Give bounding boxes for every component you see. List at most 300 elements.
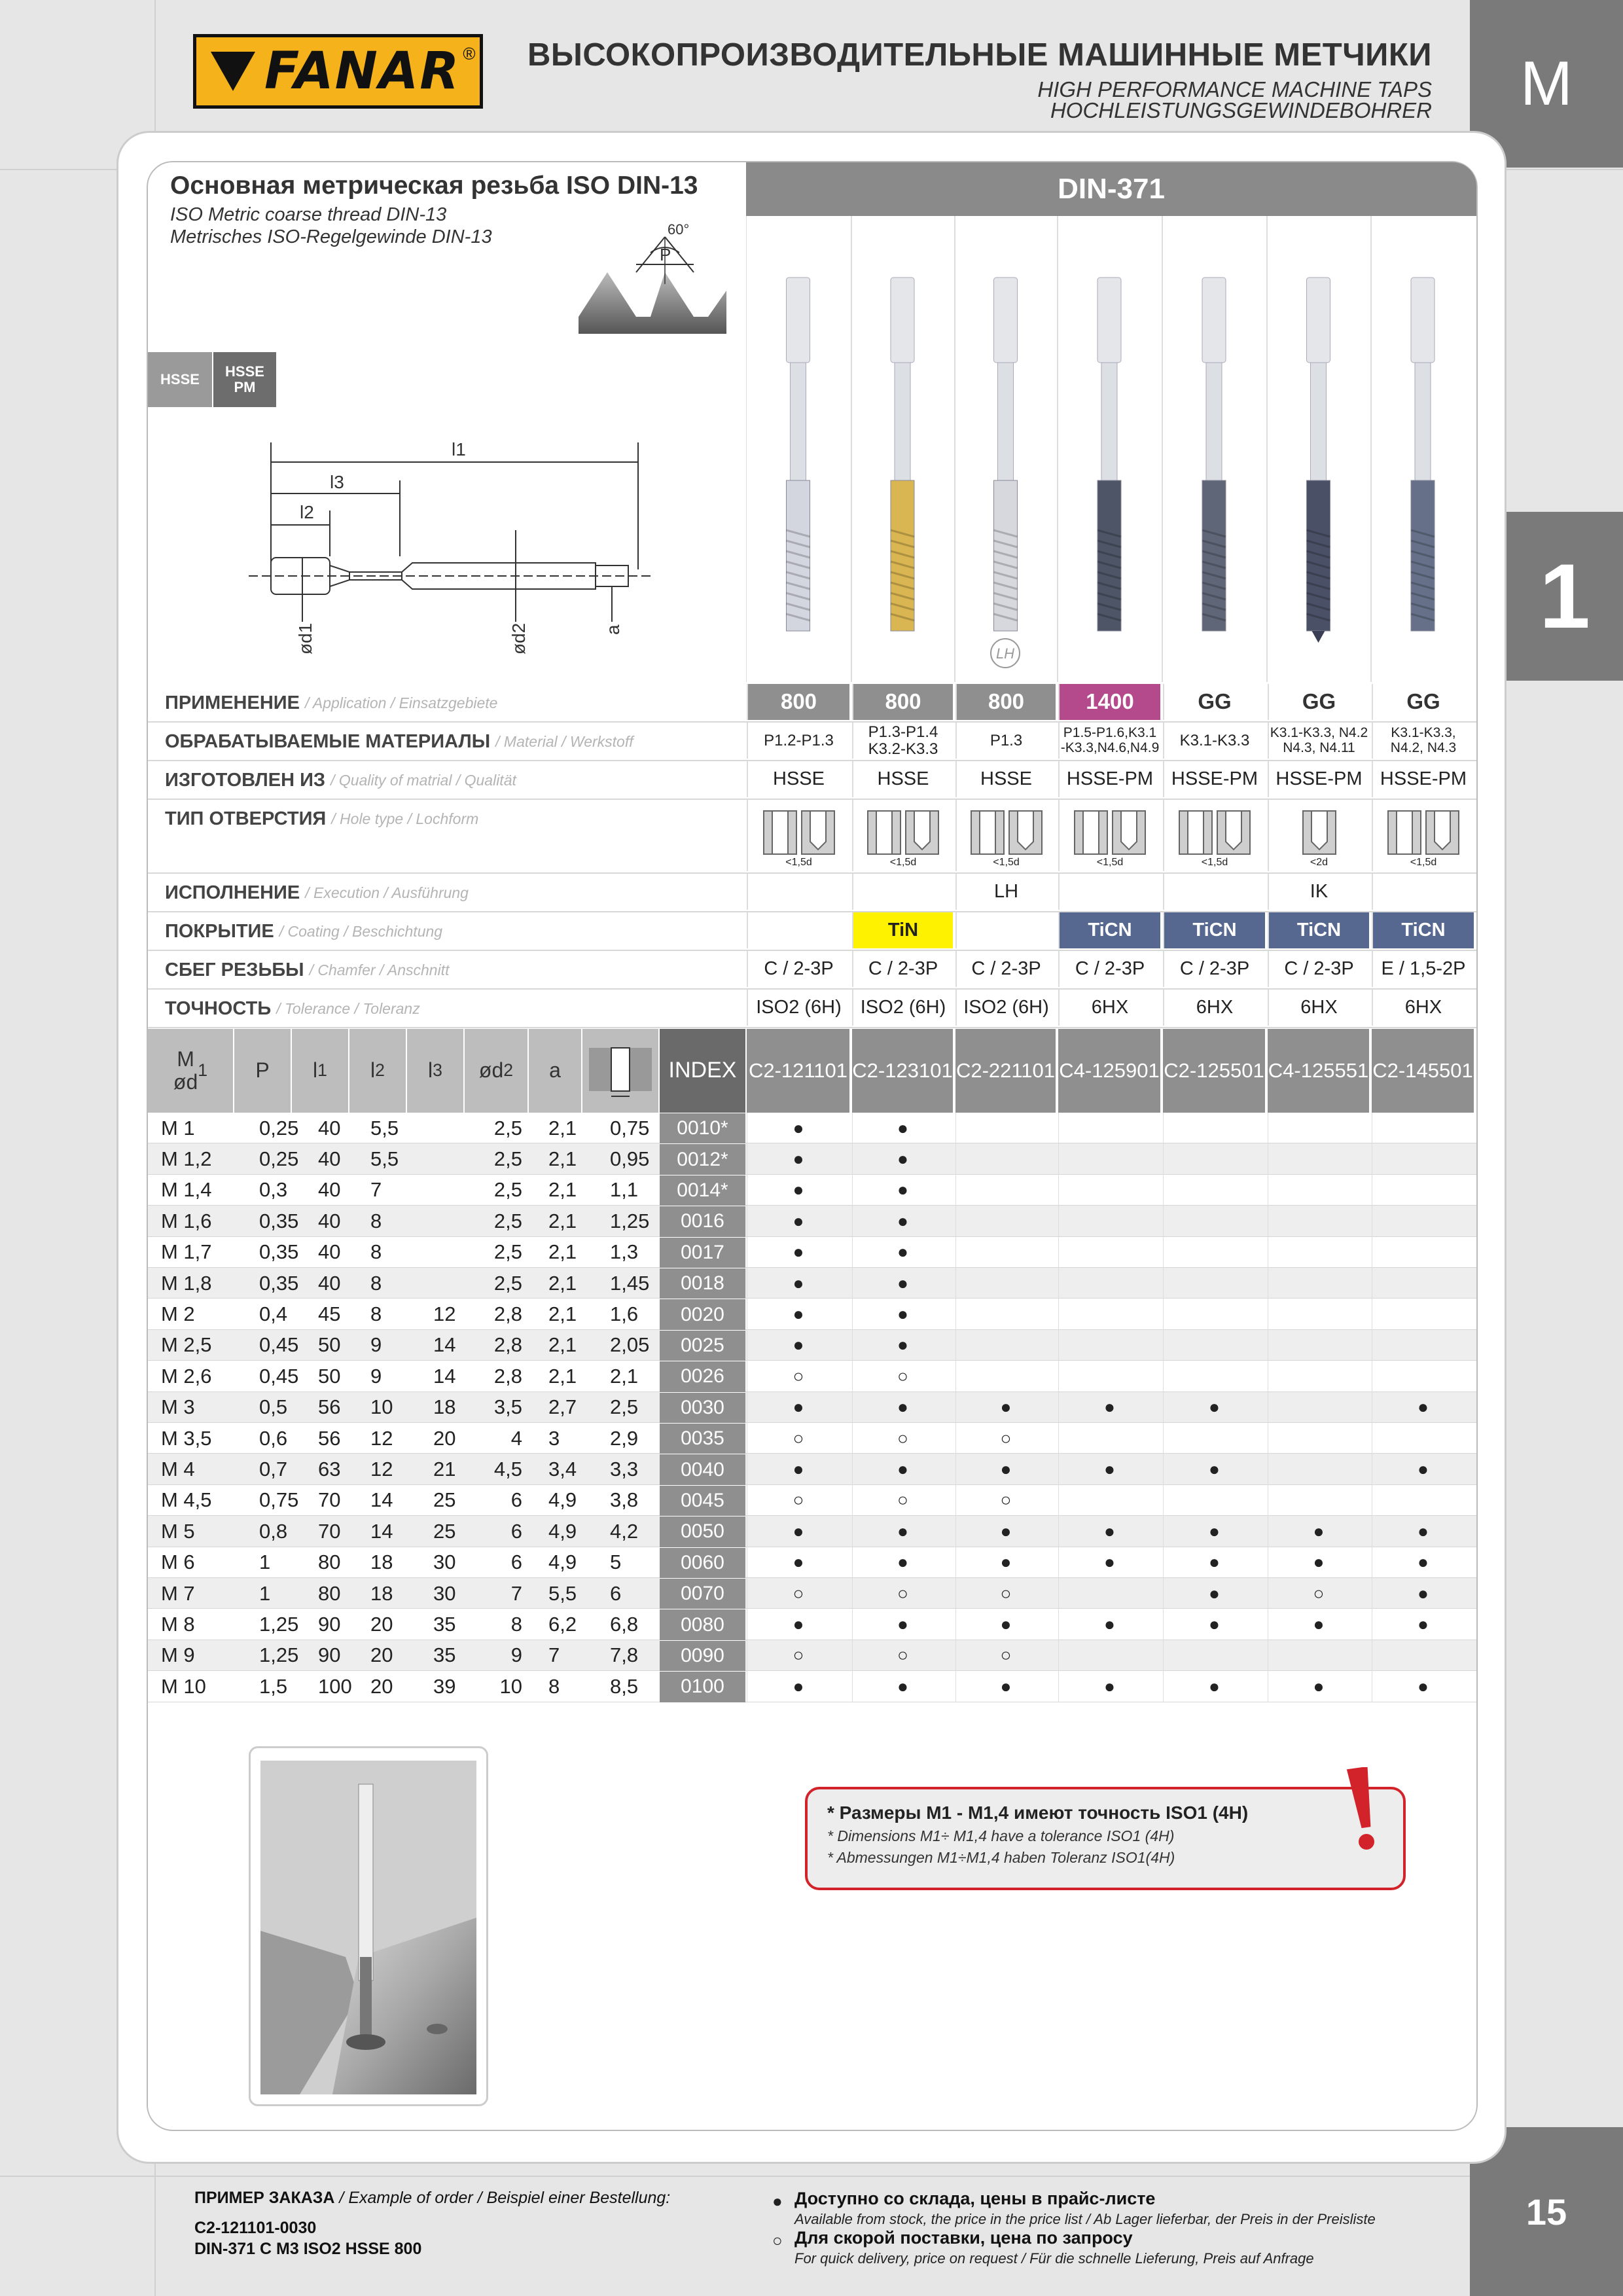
- empty-cell: [1268, 1485, 1369, 1516]
- material-badge-label: HSSE: [225, 363, 264, 380]
- empty-cell: [1372, 1113, 1474, 1143]
- empty-cell: [1163, 1361, 1265, 1391]
- in-stock-dot-icon: ●: [1268, 1609, 1369, 1640]
- table-row: [148, 1640, 1476, 1671]
- cell-thread-size: M 2,5: [161, 1333, 212, 1357]
- spec-label-tr: / Tolerance / Toleranz: [276, 999, 420, 1017]
- tap-photo: [1202, 278, 1226, 631]
- cell-pitch: 1,25: [259, 1613, 299, 1636]
- cell-pitch: 0,5: [259, 1395, 288, 1419]
- in-stock-dot-icon: ●: [747, 1268, 849, 1299]
- cell-l1: 40: [318, 1271, 341, 1295]
- order-example-heading-tr: / Example of order / Beispiel einer Bestellung:: [334, 2189, 671, 2207]
- cell-index: 0026: [660, 1361, 745, 1391]
- empty-cell: [1372, 1175, 1474, 1206]
- in-stock-dot-icon: ●: [1163, 1392, 1265, 1423]
- order-example-heading: [194, 2189, 670, 2208]
- empty-cell: [955, 1330, 1056, 1361]
- empty-cell: [1163, 1237, 1265, 1268]
- cell-l1: 100: [318, 1674, 352, 1698]
- on-request-dot-icon: ○: [955, 1423, 1056, 1454]
- in-stock-dot-icon: ●: [955, 1392, 1056, 1423]
- empty-cell: [1268, 1392, 1369, 1423]
- cell-pitch: 0,45: [259, 1364, 299, 1388]
- cell-l2: 9: [370, 1333, 382, 1357]
- spec-label-tr: / Application / Einsatzgebiete: [304, 694, 498, 711]
- empty-cell: [955, 1113, 1056, 1143]
- on-request-dot-icon: ○: [852, 1640, 953, 1671]
- cell-l2: 5,5: [370, 1147, 399, 1171]
- empty-cell: [1058, 1206, 1160, 1236]
- blind-hole-icon: [1217, 810, 1251, 855]
- empty-cell: [1268, 1143, 1369, 1174]
- in-stock-dot-icon: ●: [852, 1206, 953, 1236]
- spec-label: [165, 684, 497, 722]
- spec-value: ISO2 (6H): [852, 990, 953, 1026]
- cell-index: 0014*: [660, 1175, 745, 1206]
- empty-cell: [1163, 1299, 1265, 1329]
- spec-value: [1268, 800, 1369, 871]
- empty-cell: [1372, 1330, 1474, 1361]
- material-badge-label: HSSE: [160, 370, 200, 387]
- order-example-spec: DIN-371 C M3 ISO2 HSSE 800: [194, 2240, 422, 2258]
- cell-l1: 56: [318, 1395, 341, 1419]
- on-request-dot-icon: ○: [852, 1423, 953, 1454]
- cell-a: 2,1: [548, 1178, 577, 1202]
- spec-label: [165, 951, 449, 989]
- cell-pitch: 0,3: [259, 1178, 288, 1202]
- table-row: [148, 1206, 1476, 1236]
- on-request-dot-icon: ○: [747, 1361, 849, 1391]
- empty-cell: [1372, 1206, 1474, 1236]
- spec-value: C / 2-3P: [1163, 951, 1265, 987]
- tap-dimension-drawing: [249, 425, 668, 661]
- cell-l2: 5,5: [370, 1116, 399, 1139]
- hole-depth-label: <2d: [1310, 857, 1329, 869]
- cell-l2: 20: [370, 1643, 393, 1667]
- cell-d2: 10: [499, 1674, 522, 1698]
- through-hole-icon: [867, 810, 901, 855]
- table-row: [148, 1268, 1476, 1299]
- in-stock-dot-icon: ●: [852, 1547, 953, 1578]
- th-drill-icon: [582, 1029, 658, 1113]
- cell-pitch: 0,4: [259, 1302, 288, 1326]
- hole-type-icon: [1387, 810, 1459, 855]
- empty-cell: [1163, 1640, 1265, 1671]
- empty-cell: [1268, 1454, 1369, 1484]
- cell-d2: 6: [510, 1519, 522, 1543]
- cell-pitch: 0,35: [259, 1209, 299, 1232]
- spec-value: GG: [1163, 684, 1265, 720]
- cell-l2: 18: [370, 1551, 393, 1574]
- table-row: [148, 1143, 1476, 1174]
- table-row: [148, 1113, 1476, 1143]
- cell-l2: 18: [370, 1581, 393, 1605]
- empty-cell: [1372, 1237, 1474, 1268]
- page-number: 15: [1470, 2127, 1623, 2296]
- in-stock-dot-icon: ●: [955, 1609, 1056, 1640]
- spec-value: 6HX: [1163, 990, 1265, 1026]
- cell-l1: 80: [318, 1581, 341, 1605]
- spec-value: [955, 912, 1056, 948]
- cell-drill-size: 2,9: [610, 1426, 639, 1450]
- cell-drill-size: 2,1: [610, 1364, 639, 1388]
- spec-value: GG: [1372, 684, 1474, 720]
- exclamation-icon: [1346, 1767, 1385, 1852]
- thread-title-de: Metrisches ISO-Regelgewinde DIN-13: [170, 226, 492, 247]
- cell-a: 7: [548, 1643, 560, 1667]
- in-stock-dot-icon: ●: [852, 1175, 953, 1206]
- section-tab[interactable]: M: [1470, 0, 1623, 168]
- th-m: M ød 1: [148, 1029, 233, 1113]
- spec-value: 800: [747, 684, 849, 720]
- cell-drill-size: 1,1: [610, 1178, 639, 1202]
- th-l3: l 3: [407, 1029, 463, 1113]
- cell-drill-size: 2,5: [610, 1395, 639, 1419]
- cell-thread-size: M 1,2: [161, 1147, 212, 1171]
- order-example-heading-ru: ПРИМЕР ЗАКАЗА: [194, 2189, 335, 2207]
- in-stock-dot-icon: ●: [1058, 1671, 1160, 1702]
- empty-cell: [1058, 1330, 1160, 1361]
- material-badge-label: PM: [234, 379, 256, 395]
- table-row: [148, 1361, 1476, 1391]
- in-stock-dot-icon: ●: [1163, 1671, 1265, 1702]
- empty-cell: [1372, 1423, 1474, 1454]
- in-stock-dot-icon: ●: [852, 1237, 953, 1268]
- empty-cell: [1058, 1143, 1160, 1174]
- cell-l2: 8: [370, 1209, 382, 1232]
- spec-label: [165, 761, 516, 799]
- table-row: [148, 1609, 1476, 1640]
- cell-pitch: 0,8: [259, 1519, 288, 1543]
- in-stock-dot-icon: ●: [747, 1206, 849, 1236]
- cell-d2: 4: [510, 1426, 522, 1450]
- cell-l3: 25: [433, 1519, 456, 1543]
- cell-index: 0035: [660, 1423, 745, 1454]
- in-stock-dot-icon: ●: [1163, 1578, 1265, 1609]
- chapter-tab[interactable]: 1: [1507, 512, 1623, 681]
- hole-type-icon: [971, 810, 1043, 855]
- cell-d2: 3,5: [493, 1395, 522, 1419]
- th-l2: l 2: [349, 1029, 406, 1113]
- in-stock-dot-icon: ●: [1372, 1392, 1474, 1423]
- cell-l2: 20: [370, 1613, 393, 1636]
- hole-depth-label: <1,5d: [889, 857, 917, 869]
- spec-label: [165, 800, 478, 838]
- in-stock-dot-icon: ●: [747, 1547, 849, 1578]
- on-request-dot-icon: ○: [747, 1423, 849, 1454]
- table-row: [148, 1578, 1476, 1609]
- spec-value: P1.5-P1.6,K3.1 -K3.3,N4.6,N4.9: [1058, 723, 1160, 759]
- empty-cell: [1058, 1175, 1160, 1206]
- in-stock-dot-icon: ●: [1163, 1547, 1265, 1578]
- cell-l1: 40: [318, 1240, 341, 1264]
- cell-drill-size: 1,3: [610, 1240, 639, 1264]
- cell-l2: 12: [370, 1458, 393, 1481]
- empty-cell: [1163, 1330, 1265, 1361]
- on-request-dot-icon: ○: [852, 1485, 953, 1516]
- empty-cell: [1268, 1268, 1369, 1299]
- legend-text-tr: For quick delivery, price on request / Für die schnelle Lieferung, Preis auf Anfrage: [794, 2250, 1314, 2267]
- cell-drill-size: 7,8: [610, 1643, 639, 1667]
- cell-pitch: 0,25: [259, 1147, 299, 1171]
- spec-value: 800: [955, 684, 1056, 720]
- hole-depth-label: <1,5d: [1410, 857, 1437, 869]
- spec-value: P1.2-P1.3: [747, 723, 849, 759]
- spec-label: [165, 874, 469, 912]
- empty-cell: [955, 1299, 1056, 1329]
- in-stock-dot-icon: ●: [747, 1143, 849, 1174]
- spec-value: [955, 800, 1056, 871]
- in-stock-dot-icon: ●: [852, 1268, 953, 1299]
- cell-thread-size: M 1,4: [161, 1178, 212, 1202]
- cell-thread-size: M 2: [161, 1302, 195, 1326]
- cell-pitch: 1: [259, 1581, 271, 1605]
- cell-d2: 2,5: [493, 1178, 522, 1202]
- spec-value: HSSE: [955, 761, 1056, 797]
- cell-drill-size: 1,25: [610, 1209, 650, 1232]
- in-stock-dot-icon: ●: [852, 1113, 953, 1143]
- cell-thread-size: M 9: [161, 1643, 195, 1667]
- cell-index: 0040: [660, 1454, 745, 1484]
- empty-cell: [955, 1361, 1056, 1391]
- empty-cell: [1058, 1640, 1160, 1671]
- spec-value: LH: [955, 874, 1056, 910]
- cell-index: 0060: [660, 1547, 745, 1578]
- spec-value: [852, 800, 953, 871]
- thread-title-ru: Основная метрическая резьба ISO DIN-13: [170, 171, 698, 200]
- cell-l3: 14: [433, 1364, 456, 1388]
- in-stock-dot-icon: ●: [747, 1454, 849, 1484]
- cell-index: 0025: [660, 1330, 745, 1361]
- table-header: [148, 1029, 1476, 1113]
- table-row: [148, 1423, 1476, 1454]
- th-index: INDEX: [660, 1029, 745, 1113]
- in-stock-dot-icon: ●: [747, 1516, 849, 1547]
- cell-l1: 40: [318, 1178, 341, 1202]
- empty-cell: [1372, 1361, 1474, 1391]
- in-stock-dot-icon: ●: [955, 1547, 1056, 1578]
- in-stock-dot-icon: ●: [955, 1671, 1056, 1702]
- in-stock-dot-icon: ●: [1163, 1454, 1265, 1484]
- spec-value: TiCN: [1268, 912, 1369, 948]
- th-product-code: C2-121101: [747, 1029, 849, 1113]
- cell-d2: 6: [510, 1551, 522, 1574]
- legend-text-ru: Доступно со склада, цены в прайс-листе: [794, 2189, 1156, 2208]
- cell-l1: 90: [318, 1643, 341, 1667]
- cell-d2: 6: [510, 1488, 522, 1512]
- cell-a: 4,9: [548, 1488, 577, 1512]
- table-row: [148, 1671, 1476, 1702]
- spec-value: [747, 800, 849, 871]
- cell-drill-size: 0,75: [610, 1116, 650, 1139]
- empty-cell: [1372, 1485, 1474, 1516]
- empty-cell: [1268, 1423, 1369, 1454]
- cell-a: 5,5: [548, 1581, 577, 1605]
- cell-l2: 14: [370, 1519, 393, 1543]
- cell-thread-size: M 1,8: [161, 1271, 212, 1295]
- cell-index: 0012*: [660, 1143, 745, 1174]
- spec-label-ru: ИЗГОТОВЛЕН ИЗ: [165, 769, 326, 791]
- spec-label-ru: СБЕГ РЕЗЬБЫ: [165, 959, 304, 980]
- in-stock-dot-icon: ●: [1058, 1392, 1160, 1423]
- blind-hole-icon: [1008, 810, 1043, 855]
- spec-value: ISO2 (6H): [955, 990, 1056, 1026]
- cell-thread-size: M 3,5: [161, 1426, 212, 1450]
- in-stock-dot-icon: ●: [852, 1392, 953, 1423]
- cell-thread-size: M 4,5: [161, 1488, 212, 1512]
- on-request-dot-icon: ○: [747, 1485, 849, 1516]
- spec-value: 1400: [1058, 684, 1160, 720]
- cell-pitch: 0,7: [259, 1458, 288, 1481]
- spec-value: ISO2 (6H): [747, 990, 849, 1026]
- spec-value: C / 2-3P: [747, 951, 849, 987]
- in-stock-dot-icon: ●: [747, 1330, 849, 1361]
- cell-drill-size: 1,6: [610, 1302, 639, 1326]
- dim-label-a: a: [603, 624, 623, 635]
- table-row: [148, 1330, 1476, 1361]
- spec-value: C / 2-3P: [955, 951, 1056, 987]
- cell-l1: 50: [318, 1364, 341, 1388]
- cell-index: 0080: [660, 1609, 745, 1640]
- in-stock-dot-icon: ●: [747, 1609, 849, 1640]
- cell-l1: 50: [318, 1333, 341, 1357]
- cell-l1: 56: [318, 1426, 341, 1450]
- cell-l3: 30: [433, 1551, 456, 1574]
- header-title-en: HIGH PERFORMANCE MACHINE TAPS: [1037, 77, 1432, 101]
- cell-a: 2,1: [548, 1364, 577, 1388]
- cell-l3: 20: [433, 1426, 456, 1450]
- in-stock-dot-icon: ●: [1372, 1578, 1474, 1609]
- cell-a: 2,1: [548, 1116, 577, 1139]
- logo-wordmark: FANAR: [264, 42, 461, 101]
- application-photo: [260, 1761, 476, 2094]
- in-stock-dot-icon: ●: [747, 1671, 849, 1702]
- empty-cell: [955, 1206, 1056, 1236]
- spec-value: P1.3-P1.4 K3.2-K3.3: [852, 723, 953, 759]
- cell-thread-size: M 6: [161, 1551, 195, 1574]
- in-stock-dot-icon: ●: [852, 1516, 953, 1547]
- cell-drill-size: 0,95: [610, 1147, 650, 1171]
- cell-l2: 9: [370, 1364, 382, 1388]
- empty-cell: [1163, 1485, 1265, 1516]
- empty-dot-icon: ○: [772, 2231, 783, 2250]
- spec-value: P1.3: [955, 723, 1056, 759]
- in-stock-dot-icon: ●: [1372, 1671, 1474, 1702]
- empty-cell: [1058, 1485, 1160, 1516]
- cell-a: 3,4: [548, 1458, 577, 1481]
- on-request-dot-icon: ○: [1268, 1578, 1369, 1609]
- th-d2: ød 2: [465, 1029, 527, 1113]
- cell-d2: 4,5: [493, 1458, 522, 1481]
- in-stock-dot-icon: ●: [747, 1299, 849, 1329]
- th-product-code: C2-123101: [852, 1029, 953, 1113]
- tolerance-note: [805, 1787, 1406, 1890]
- spec-value: 800: [852, 684, 953, 720]
- table-row: [148, 1485, 1476, 1516]
- cell-d2: 2,5: [493, 1209, 522, 1232]
- dim-label-l2: l2: [300, 502, 314, 522]
- hole-type-icon: [1074, 810, 1146, 855]
- cell-drill-size: 8,5: [610, 1674, 639, 1698]
- cell-a: 2,1: [548, 1240, 577, 1264]
- note-text-de: * Abmessungen M1÷M1,4 haben Toleranz ISO1(4H): [827, 1849, 1175, 1866]
- cell-l3: 30: [433, 1581, 456, 1605]
- table-row: [148, 1175, 1476, 1206]
- in-stock-dot-icon: ●: [1268, 1671, 1369, 1702]
- hole-type-icon: [1179, 810, 1251, 855]
- empty-cell: [1268, 1237, 1369, 1268]
- cell-d2: 2,5: [493, 1240, 522, 1264]
- cell-thread-size: M 4: [161, 1458, 195, 1481]
- spec-label-tr: / Hole type / Lochform: [331, 810, 479, 827]
- logo-v-mark: [211, 52, 255, 91]
- cell-a: 2,1: [548, 1271, 577, 1295]
- cell-a: 4,9: [548, 1551, 577, 1574]
- empty-cell: [1058, 1268, 1160, 1299]
- cell-l2: 7: [370, 1178, 382, 1202]
- spec-value: IK: [1268, 874, 1369, 910]
- logo-registered-mark: ®: [463, 44, 476, 63]
- empty-cell: [1372, 1143, 1474, 1174]
- spec-value: GG: [1268, 684, 1369, 720]
- guide-line: [0, 2176, 1623, 2177]
- table-row: [148, 1454, 1476, 1484]
- header-title-de: HOCHLEISTUNGSGEWINDEBOHRER: [1050, 98, 1432, 122]
- table-row: [148, 1237, 1476, 1268]
- tap-photos: [746, 216, 1476, 682]
- spec-value: K3.1-K3.3: [1163, 723, 1265, 759]
- cell-a: 2,1: [548, 1147, 577, 1171]
- cell-d2: 9: [510, 1643, 522, 1667]
- cell-l2: 20: [370, 1674, 393, 1698]
- spec-value: C / 2-3P: [1058, 951, 1160, 987]
- cell-thread-size: M 7: [161, 1581, 195, 1605]
- cell-drill-size: 4,2: [610, 1519, 639, 1543]
- blind-hole-icon: [905, 810, 939, 855]
- in-stock-dot-icon: ●: [1372, 1547, 1474, 1578]
- blind-hole-icon: [1112, 810, 1146, 855]
- in-stock-dot-icon: ●: [852, 1143, 953, 1174]
- cell-index: 0030: [660, 1392, 745, 1423]
- hole-depth-label: <1,5d: [1096, 857, 1124, 869]
- cell-l3: 21: [433, 1458, 456, 1481]
- cell-l2: 14: [370, 1488, 393, 1512]
- dim-label-d1: ød1: [295, 622, 315, 655]
- in-stock-dot-icon: ●: [1058, 1454, 1160, 1484]
- empty-cell: [1163, 1206, 1265, 1236]
- th-l1: l 1: [292, 1029, 348, 1113]
- spec-value: C / 2-3P: [852, 951, 953, 987]
- spec-label: [165, 990, 420, 1028]
- in-stock-dot-icon: ●: [852, 1454, 953, 1484]
- cell-drill-size: 2,05: [610, 1333, 650, 1357]
- th-product-code: C4-125551: [1268, 1029, 1369, 1113]
- cell-l1: 80: [318, 1551, 341, 1574]
- cell-l3: 18: [433, 1395, 456, 1419]
- legend-text-tr: Available from stock, the price in the price list / Ab Lager lieferbar, der Preis in der Preisliste: [794, 2211, 1376, 2227]
- on-request-dot-icon: ○: [852, 1578, 953, 1609]
- hole-depth-label: <1,5d: [785, 857, 812, 869]
- empty-cell: [1268, 1175, 1369, 1206]
- cell-pitch: 0,35: [259, 1271, 299, 1295]
- lh-mark-label: LH: [995, 645, 1015, 662]
- cell-a: 2,1: [548, 1209, 577, 1232]
- spec-value: [1372, 874, 1474, 910]
- material-badge-hsse: [148, 352, 212, 407]
- cell-a: 2,1: [548, 1302, 577, 1326]
- in-stock-dot-icon: ●: [747, 1175, 849, 1206]
